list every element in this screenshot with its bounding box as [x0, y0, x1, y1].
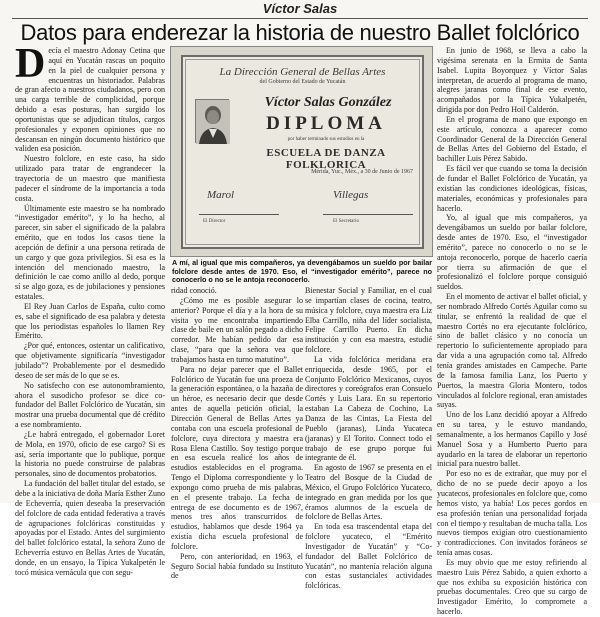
paragraph: Para no dejar parecer que el Ballet Folclórico de Yucatán fue una proeza de la generación espontánea, o la hazaña de un héroe, es necesario decir que desde antes de aquella petición oficial, la Dirección General de Bellas Artes ya contaba con una escuela profesional de folclore, cuya directora y maestra era Rosa Elena Castillo. Soy testigo porque en esa escuela realicé los años de estudios establecidos en el programa. Tengo el Diploma correspondiente y lo expongo como prueba de mis palabras, en el presente trabajo. La fecha de entrega de ese documento es de 1967, menos tres años transcurridos de estudios, hablamos que desde 1964 ya existía dicha escuela profesional de folclore.	[171, 364, 303, 551]
signature-label-left: El Director	[203, 219, 226, 224]
diploma-date: Mérida, Yuc., Méx., a 30 de Junio de 1967	[311, 169, 413, 175]
diploma-subheading: del Gobierno del Estado de Yucatán	[259, 79, 346, 85]
diploma-small-text: por haber terminado sus estudios en la	[287, 137, 365, 142]
paragraph: Últimamente este maestro se ha nombrado “investigador emérito”, y lo ha hecho, al parecer, sin saber el significado de la palabra emérito, que en todos los casos tiene la acepción de definir a una persona retirada de un cargo y que goza privilegios. Si esa es la intención del mencionado maestro, la definición le cae como anillo al dedo, porque sí se algo goza, es de jubilaciones y pensiones estatales.	[15, 203, 165, 302]
paragraph: Por eso no es de extrañar, que muy por el dicho de no se puede decir apoyo a los yucatecos, profesionales en folclore que, como hemos visto, ya había! Los peces gordos en esa profesión tenían una personalidad forjada con el tiempo y resultaban de mucha talla. Los nuevos tiempos exigían otro cuestionamiento y contradicciones. Con invitados foráneos se tenía amas cosas.	[437, 469, 587, 558]
paragraph: El Rey Juan Carlos de España, culto como es, sabe el significado de esa palabra y detesta que los periodistas españoles lo llamen Rey Emérito.	[15, 301, 165, 341]
diploma-photo	[170, 46, 433, 257]
paragraph: En toda esa trascendental etapa del folclore yucateco, el “Emérito Investigador de Yucatán” y “Co-fundador del Ballet Folclórico de Yucatán”, no mantenía relación alguna con estas sustanciales actividades folclóricas.	[305, 522, 432, 591]
diploma-recipient: Víctor Salas González	[264, 95, 392, 110]
paragraph: En junio de 1968, se lleva a cabo la vigésima serenata en la Ermita de Santa Isabel. Lupita Boyorquez y Víctor Salas interpretan, de acuerdo al programa de mano, alegres jaranas como final de ese evento, acompañados por la Típica Yukalpetén, dirigida por don Pedro Hoil Calderón.	[437, 46, 587, 115]
article-column-1	[15, 41, 165, 577]
headline: Datos para enderezar la historia de nuestro Ballet folclórico	[20, 20, 580, 45]
paragraph: Pero, con anterioridad, en 1963, el Seguro Social había fundado su Instituto de	[171, 551, 303, 581]
drop-cap: D	[15, 41, 46, 87]
paragraph: En agosto de 1967 se presenta en el Teatro del Bosque de la Ciudad de México, el Grupo Folclórico Yucateco, integrado en gran medida por los que éramos alumnos de la escuela de folclore de Bellas Artes.	[305, 463, 432, 522]
diploma	[181, 55, 424, 249]
paragraph: En el momento de activar el ballet oficial, y ser nombrado Alfredo Cortés Aguilar como su titular, se enfrentó la realidad de que el maestro Cortés no era ejecutante folclórico, sino de ballet clásico y no conocía un repertorio lo suficientemente apropiado para dar vida a una agrupación como tal. Alfredo tenía grandes amistades en Campeche. Parte de la famosa familia Lanz, los Puerto y Puertos, la maestra Gloria Montero, todos vinculados al folclore regional, eran amistades suyas.	[437, 292, 587, 410]
paragraph: ridad conoció.	[171, 286, 217, 295]
paragraph: ¿Por qué, entonces, ostentar un calificativo, que objetivamente significaría “investigador jubilado”? Probablemente por el desmedido deseo de ser más de lo que se es.	[15, 341, 165, 380]
paragraph: Es fácil ver que cuando se toma la decisión de fundar el Ballet Folclórico de Yucatán, ya existían las condiciones ideológicas, físicas, materiales, económicas y profesionales para hacerlo.	[437, 164, 587, 213]
paragraph: ecía el maestro Adonay Cetina que aquí en Yucatán rascas un poquito en la piel de cualquier persona y encuentras un historiador. Palabras de gran afecto a nuestros ciudadanos, pero con una carga terrible de complicidad, porque debido a esas posturas, han surgido los oportunistas que se adjudican títulos, cargos profesionales y exponen opiniones que no descansan en ningún documento histórico que validen esa posición.	[15, 46, 165, 154]
diploma-school: ESCUELA DE DANZA FOLKLORICA	[266, 147, 386, 171]
diploma-heading: La Dirección General de Bellas Artes	[219, 66, 386, 78]
paragraph: Bienestar Social y Familiar, en el cual se impartían clases de cocina, teatro, música y folclore, cuya maestra era Liz Elba Carrillo, niña del líder socialista, Felipe Carrillo Puerto. En dicha institución y con esa maestra, estudié folclore.	[305, 286, 432, 355]
portrait-icon	[196, 100, 230, 144]
paragraph: ¿Le habrá entregado, el gobernador Loret de Mola, en 1970, oficio de ese cargo? Si es así, sería importante que lo publique, porque la historia no puede construirse de palabras personales, sino de documentos probatorios.	[15, 429, 165, 479]
article-column-4	[437, 46, 587, 617]
portrait-photo	[195, 99, 229, 143]
paragraph: Nuestro folclore, en este caso, ha sido utilizado para tratar de engrandecer la trayectoria de un maestro que manifiesta padecer el síndrome de la importancia a toda costa.	[15, 154, 165, 203]
signature-line-right	[323, 197, 413, 215]
signature-label-right: El Secretario	[333, 219, 359, 224]
diploma-title: DIPLOMA	[266, 113, 386, 134]
byline: Víctor Salas	[262, 1, 338, 16]
article-column-2	[171, 286, 303, 581]
paragraph: Es muy obvio que me estoy refiriendo al maestro Luis Pérez Sabido, a quien exhorto a que nos exhiba su exposición histórica con pruebas documentales. Creo que su cargo de Investigador Emérito, lo compromete a hacerlo.	[437, 557, 587, 617]
paragraph: Yo, al igual que mis compañeros, ya devengábamos un sueldo por bailar folclore, desde antes de 1970. Eso, el “investigador emérito”, parece no conocerlo o no se le antoja reconocerlo, porque de hacerlo caería por tierra su afirmación de que el profesionalizó el folclore porque consiguió sueldos.	[437, 213, 587, 292]
signature-line-left	[199, 197, 279, 215]
header-rule	[12, 18, 588, 19]
paragraph: La fundación del ballet titular del estado, se debe a la iniciativa de doña María Esther Zuno de Echeverría, quien deseaba la preservación del folclore de cada entidad federativa a través de agrupaciones folclóricas constituidas y apoyadas por el Estado. Antes del surgimiento del ballet folclórico estatal, la señora Zuno de Echeverría estuvo en Bellas Artes de Yucatán, donde, en un ensayo, la Típica Yukalpetén le tocó música vernácula que con segu-	[15, 479, 165, 577]
paragraph: No satisfecho con ese autonombramiento, ahora el susodicho profesor se dice co-fundador del Ballet Folclórico de Yucatán, sin mostrar una prueba documental que dé crédito a ese nombramiento.	[15, 380, 165, 430]
signature-left: Marol	[207, 189, 235, 201]
paragraph: Uno de los Lanz decidió apoyar a Alfredo en su tarea, y le estuvo mandando, semanalmente, a los hermanos Capillo y José Manuel Sosa y a Humberto Puerto para ayudarlo en la tarea de elaborar un repertorio inicial para nuestro ballet.	[437, 410, 587, 469]
signature-right: Villegas	[333, 189, 369, 201]
paragraph: En el programa de mano que expongo en este artículo, conozca a aparecer como Coordinador General de la Dirección General de Bellas Artes del Gobierno del Estado, el bachiller Luis Pérez Sabido.	[437, 114, 587, 164]
paragraph: ¿Cómo me es posible asegurar lo anterior? Porque el día y a la hora de su visita yo me encontraba impartiendo clase de baile en un salón pegado a dicho corredor. Me habían pedido dar esa clase, “para que la señora vea que trabajamos hasta en turno matutino”.	[171, 295, 303, 364]
article-column-3	[305, 286, 432, 591]
paragraph: La vida folclórica meridana era enriquecida, desde 1965, por el Conjunto Folclórico Mexicanos, cuyos directores y coreógrafos eran Consuelo Cortés y Luis Lara. En su repertorio estaban La Cabeza de Cochino, La Danza de las Cintas, La Fiesta del Pueblo (jaranas), Linda Yucateca (jaranas) y El Torito. Connect todo el trabajo de ese grupo porque fui integrante de él.	[305, 354, 432, 463]
photo-caption: A mí, al igual que mis compañeros, ya devengábamos un sueldo por bailar folclore desde antes de 1970. Eso, el “investigador emérito”, parece no conocerlo o no se le antoja reconocerlo.	[172, 258, 432, 285]
